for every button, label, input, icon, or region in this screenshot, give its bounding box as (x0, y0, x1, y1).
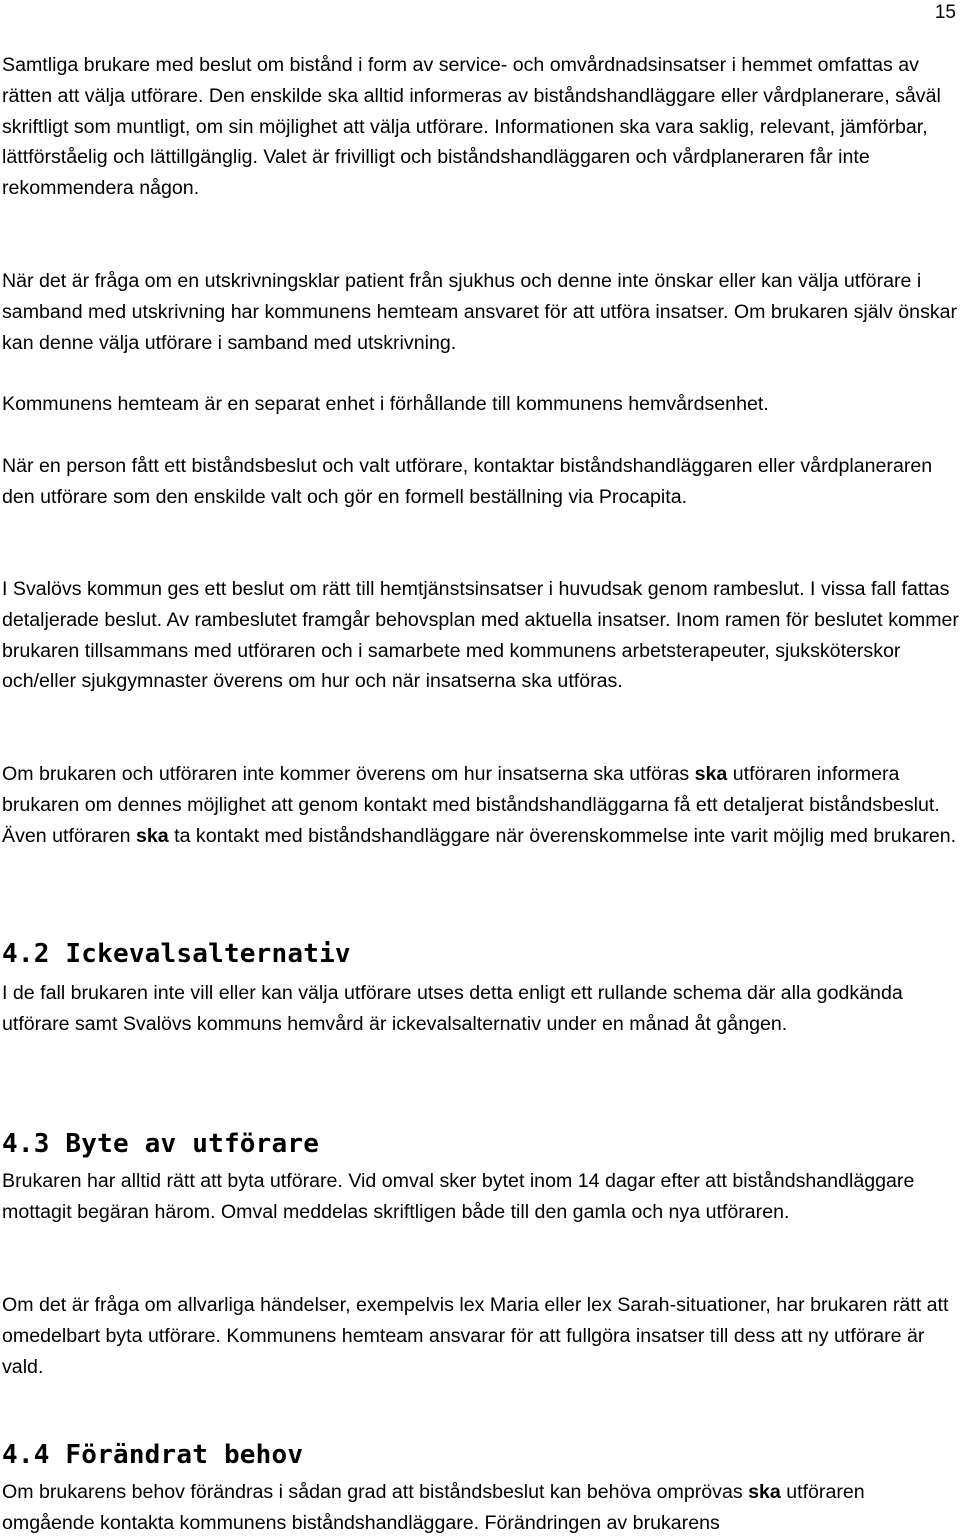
paragraph-change-provider: Brukaren har alltid rätt att byta utförare. Vid omval sker bytet inom 14 dagar efter att biståndshandläggare mottagit begäran härom. Omval meddelas skriftligen både till den gamla och nya utföraren. (2, 1170, 915, 1223)
paragraph-disagreement: Om brukaren och utföraren inte kommer överens om hur insatserna ska utföras ska utföraren informera brukaren om dennes möjlighet att genom kontakt med biståndshandläggarna få ett detaljerat biståndsbeslut. Även utföraren ska ta kontakt med biståndshandläggare när överenskommelse inte varit möjlig med brukaren. (2, 763, 957, 847)
emphasis-ska: ska (135, 824, 169, 847)
emphasis-ska: ska (694, 763, 728, 785)
paragraph-choice-right: Samtliga brukare med beslut om bistånd i form av service- och omvårdnadsinsatser i hemmet omfattas av rätten att välja utförare. Den enskilde ska alltid informeras av biståndshandläggare eller vårdplanerare, såväl skriftligt som muntligt, om sin möjlighet att välja utförare. Informationen ska vara saklig, relevant, jämförbar, lättförståelig och lättillgänglig. Valet är frivilligt och biståndshandläggaren och vårdplaneraren får inte rekommendera någon. (2, 54, 941, 200)
heading-section-4-3: 4.3 Byte av utförare (2, 1129, 320, 1159)
paragraph-hemteam: Kommunens hemteam är en separat enhet i förhållande till kommunens hemvårdsenhet. (2, 393, 769, 415)
emphasis-ska: ska (748, 1481, 781, 1503)
paragraph-changed-need: Om brukarens behov förändras i sådan grad att biståndsbeslut kan behöva omprövas ska utföraren omgående kontakta kommunens biståndshandläggare. Förändringen av brukarens (2, 1481, 865, 1534)
paragraph-discharge: När det är fråga om en utskrivningsklar patient från sjukhus och denne inte önskar eller kan välja utförare i samband med utskrivning har kommunens hemteam ansvaret för att utföra insatser. Om brukaren själv önskar kan denne välja utförare i samband med utskrivning. (2, 270, 958, 354)
paragraph-default-alternative: I de fall brukaren inte vill eller kan välja utförare utses detta enligt ett rullande schema där alla godkända utförare samt Svalövs kommuns hemvård är ickevalsalternativ under en månad åt gången. (2, 982, 903, 1035)
paragraph-serious-events: Om det är fråga om allvarliga händelser, exempelvis lex Maria eller lex Sarah-situationer, har brukaren rätt att omedelbart byta utförare. Kommunens hemteam ansvarar för att fullgöra insatser till dess att ny utförare är vald. (2, 1294, 949, 1378)
paragraph-framework-decision: I Svalövs kommun ges ett beslut om rätt till hemtjänstsinsatser i huvudsak genom rambeslut. I vissa fall fattas detaljerade beslut. Av rambeslutet framgår behovsplan med aktuella insatser. Inom ramen för beslutet kommer brukaren tillsammans med utföraren och i samarbete med kommunens arbetsterapeuter, sjuksköterskor och/eller sjukgymnaster överens om hur och när insatserna ska utföras. (2, 578, 959, 693)
heading-section-4-2: 4.2 Ickevalsalternativ (2, 939, 351, 969)
page-number: 15 (934, 2, 956, 23)
heading-section-4-4: 4.4 Förändrat behov (2, 1440, 304, 1470)
paragraph-order: När en person fått ett biståndsbeslut och valt utförare, kontaktar biståndshandläggaren eller vårdplaneraren den utförare som den enskilde valt och gör en formell beställning via Procapita. (2, 455, 933, 508)
